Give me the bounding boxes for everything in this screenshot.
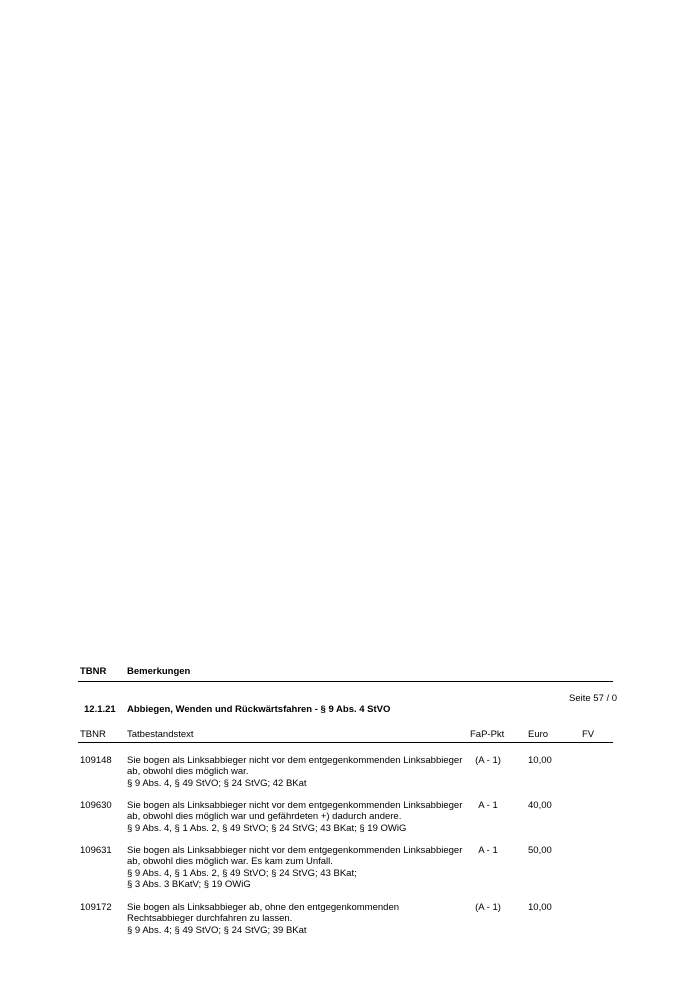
table-row: [0, 845, 700, 895]
row-text-line: Sie bogen als Linksabbieger nicht vor dem entgegenkommenden Linksabbieger: [127, 845, 463, 856]
row-euro: 10,00: [528, 902, 552, 913]
row-text: [127, 755, 462, 789]
row-text: [127, 845, 462, 891]
row-text-line: Rechtsabbieger durchfahren zu lassen.: [127, 913, 293, 925]
row-text-line: § 9 Abs. 4; § 49 StVO; § 24 StVG; 39 BKat: [127, 924, 307, 936]
row-euro: 40,00: [528, 800, 552, 811]
row-text-line: Sie bogen als Linksabbieger nicht vor dem entgegenkommenden Linksabbieger: [127, 755, 463, 766]
row-euro: 50,00: [528, 845, 552, 856]
row-text-line: ab, obwohl dies möglich war und gefährdeten +) dadurch andere.: [127, 811, 402, 823]
row-tbnr: 109148: [80, 755, 112, 766]
row-text-line: § 9 Abs. 4, § 49 StVO; § 24 StVG; 42 BKat: [127, 777, 307, 789]
table-row: [0, 755, 700, 805]
table-header-fv: FV: [582, 729, 595, 740]
table-header-fap: FaP-Pkt: [470, 729, 505, 740]
table-row: [0, 800, 700, 850]
page-number: Seite 57 / 0: [569, 693, 618, 704]
header-bemerkungen-label: Bemerkungen: [127, 666, 191, 677]
row-text-line: Sie bogen als Linksabbieger nicht vor dem entgegenkommenden Linksabbieger: [127, 800, 463, 811]
row-fap-points: A - 1: [478, 800, 498, 811]
row-tbnr: 109172: [80, 902, 112, 913]
table-header-text: Tatbestandstext: [127, 729, 194, 740]
section-number: 12.1.21: [84, 704, 116, 715]
row-text: [127, 902, 399, 936]
table-header-tbnr: TBNR: [80, 729, 106, 740]
header-tbnr-label: TBNR: [80, 666, 107, 677]
row-fap-points: (A - 1): [475, 755, 501, 766]
row-euro: 10,00: [528, 755, 552, 766]
header-divider: [78, 681, 613, 682]
row-text-line: § 3 Abs. 3 BKatV; § 19 OWiG: [127, 879, 251, 891]
table-header-euro: Euro: [528, 729, 549, 740]
row-text: [127, 800, 462, 834]
row-text-line: ab, obwohl dies möglich war.: [127, 766, 249, 778]
row-tbnr: 109631: [80, 845, 112, 856]
table-row: [0, 902, 700, 952]
row-fap-points: (A - 1): [475, 902, 501, 913]
row-text-line: ab, obwohl dies möglich war. Es kam zum Unfall.: [127, 856, 333, 868]
row-text-line: § 9 Abs. 4, § 1 Abs. 2, § 49 StVO; § 24 StVG; 43 BKat;: [127, 867, 357, 879]
section-title: Abbiegen, Wenden und Rückwärtsfahren - § 9 Abs. 4 StVO: [127, 704, 391, 715]
row-text-line: Sie bogen als Linksabbieger ab, ohne den entgegenkommenden: [127, 902, 400, 913]
row-text-line: § 9 Abs. 4, § 1 Abs. 2, § 49 StVO; § 24 StVG; 43 BKat; § 19 OWiG: [127, 822, 407, 834]
table-header-divider: [78, 742, 613, 743]
row-tbnr: 109630: [80, 800, 112, 811]
row-fap-points: A - 1: [478, 845, 498, 856]
